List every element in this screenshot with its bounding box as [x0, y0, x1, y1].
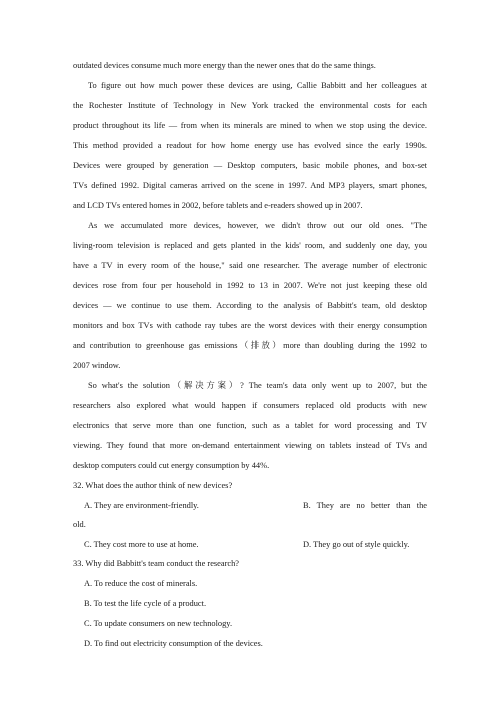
passage-line: and LCD TVs entered homes in 2002, before tablets and e-readers showed up in 2007.: [73, 201, 363, 210]
passage-line: To figure out how much power these devices are using, Callie Babbitt and her colleagues at: [88, 81, 427, 90]
question-33-option-b: B. To test the life cycle of a product.: [84, 599, 207, 608]
question-33-option-a: A. To reduce the cost of minerals.: [84, 579, 198, 588]
passage-line: 2007 window.: [73, 361, 121, 370]
question-32-option-c: C. They cost more to use at home.: [84, 540, 199, 549]
passage-line: have a TV in every room of the house," said one researcher. The average number of electronic: [73, 261, 427, 270]
passage-line: devices — we continue to use them. According to the analysis of Babbitt's team, old desktop: [73, 301, 427, 310]
passage-line: devices rose from four per household in 1992 to 13 in 2007. We're not just keeping these old: [73, 281, 427, 290]
passage-line: product throughout its life — from when its minerals are mined to when we stop using the device.: [73, 121, 427, 130]
passage-line: viewing. They found that more on-demand entertainment viewing on tablets instead of TVs and: [73, 441, 427, 450]
passage-line: electronics that serve more than one function, such as a tablet for word processing and TV: [73, 421, 427, 430]
passage-line: monitors and box TVs with cathode ray tubes are the worst devices with their energy consumption: [73, 321, 427, 330]
question-33-stem: 33. Why did Babbitt's team conduct the research?: [73, 559, 240, 568]
passage-line: outdated devices consume much more energy than the newer ones that do the same things.: [73, 61, 376, 70]
question-32-stem: 32. What does the author think of new devices?: [73, 481, 233, 490]
question-33-option-c: C. To update consumers on new technology.: [84, 619, 233, 628]
passage-line: So what's the solution（解决方案）? The team's data only went up to 2007, but the: [88, 381, 427, 390]
passage-line: the Rochester Institute of Technology in New York tracked the environmental costs for each: [73, 101, 427, 110]
question-32-option-a: A. They are environment-friendly.: [84, 501, 199, 510]
passage-line: and contribution to greenhouse gas emissions（排放）more than doubling during the 1992 to: [73, 341, 427, 350]
question-32-option-d: D. They go out of style quickly.: [303, 540, 410, 549]
question-32-option-b-continuation: old.: [73, 520, 86, 529]
passage-line: researchers also explored what would happen if consumers replaced old products with new: [73, 401, 427, 410]
passage-line: Devices were grouped by generation — Desktop computers, basic mobile phones, and box-set: [73, 161, 427, 170]
passage-line: As we accumulated more devices, however, we didn't throw out our old ones. "The: [88, 221, 427, 230]
question-32-option-b: B. They are no better than the: [303, 501, 427, 510]
passage-line: living-room television is replaced and gets planted in the kids' room, and suddenly one day, you: [73, 241, 427, 250]
passage-line: TVs defined 1992. Digital cameras arrived on the scene in 1997. And MP3 players, smart phones,: [73, 181, 427, 190]
passage-line: This method provided a readout for how home energy use has evolved since the early 1990s.: [73, 141, 427, 150]
passage-line: desktop computers could cut energy consumption by 44%.: [73, 461, 270, 470]
question-33-option-d: D. To find out electricity consumption of the devices.: [84, 639, 263, 648]
